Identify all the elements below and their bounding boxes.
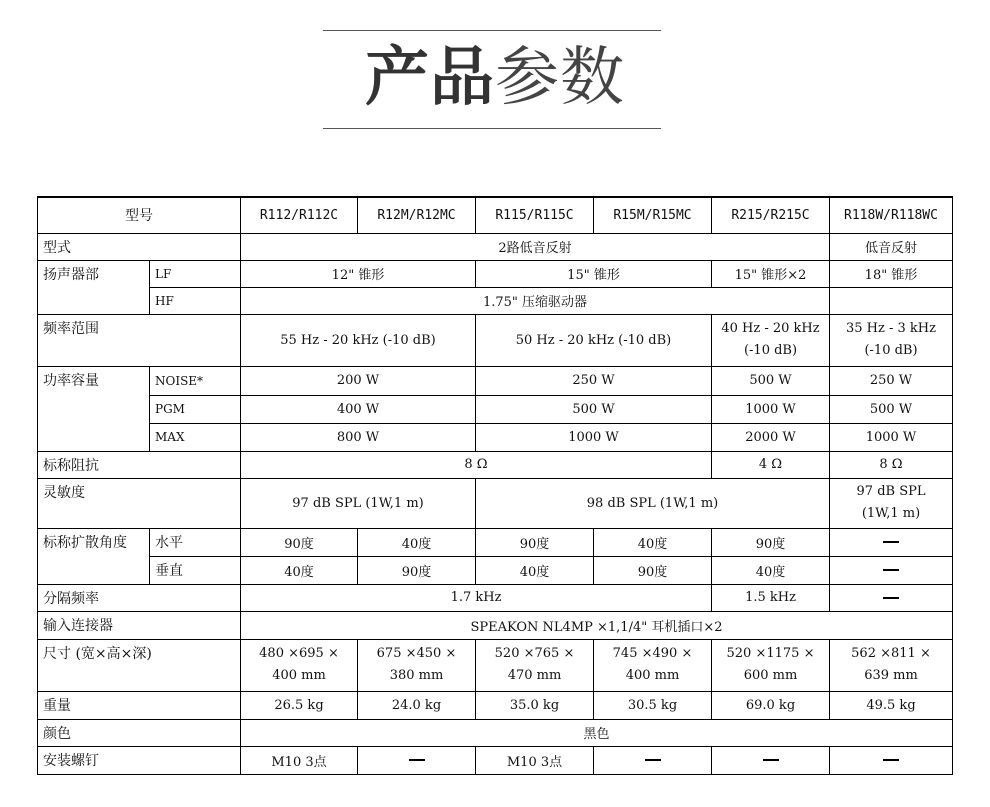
sub-label: LF (150, 260, 241, 287)
cell-value: 1.5 kHz (712, 584, 830, 611)
cell-value: 2路低音反射 (241, 233, 830, 260)
cell-value: 18" 锥形 (830, 260, 953, 287)
row-label: 扬声器部 (38, 260, 150, 314)
row-label: 频率范围 (38, 314, 241, 366)
cell-line: (-10 dB) (864, 343, 918, 358)
cell-value: 1000 W (712, 395, 830, 423)
cell-value (712, 314, 830, 366)
cell-value (712, 639, 830, 691)
cell-value: 97 dB SPL (1W,1 m) (241, 478, 476, 528)
header-label: 型号 (38, 197, 241, 233)
cell-value: 500 W (830, 395, 953, 423)
dash-mark (883, 759, 899, 761)
cell-value: 8 Ω (241, 451, 712, 478)
model-name: R15M/R15MC (594, 197, 712, 233)
row-type (38, 233, 953, 260)
cell-empty (830, 287, 953, 314)
row-speaker-hf (38, 287, 953, 314)
cell-value: 50 Hz - 20 kHz (-10 dB) (476, 314, 712, 366)
cell-value: 1000 W (476, 423, 712, 451)
cell-line: 400 mm (272, 668, 326, 683)
header-row (38, 197, 953, 233)
cell-value: 400 W (241, 395, 476, 423)
cell-value: SPEAKON NL4MP ×1,1/4" 耳机插口×2 (241, 611, 953, 639)
cell-value (830, 639, 953, 691)
cell-dash (358, 746, 476, 774)
cell-value: 12" 锥形 (241, 260, 476, 287)
cell-value: 35.0 kg (476, 691, 594, 719)
cell-value: 250 W (830, 366, 953, 395)
row-label: 安装螺钉 (38, 746, 241, 774)
cell-value: 2000 W (712, 423, 830, 451)
cell-value: 49.5 kg (830, 691, 953, 719)
cell-line: (-10 dB) (743, 343, 798, 358)
cell-line: 480 ×695 × (259, 646, 339, 661)
sub-label: PGM (150, 395, 241, 423)
sub-label: 水平 (150, 528, 241, 556)
model-name: R12M/R12MC (358, 197, 476, 233)
row-sensitivity (38, 478, 953, 528)
row-impedance (38, 451, 953, 478)
cell-value: 15" 锥形 (476, 260, 712, 287)
dash-mark (409, 759, 425, 761)
dash-mark (645, 759, 661, 761)
dash-mark (763, 759, 779, 761)
row-power-pgm (38, 395, 953, 423)
cell-value: 250 W (476, 366, 712, 395)
cell-value: 8 Ω (830, 451, 953, 478)
cell-line: 380 mm (389, 668, 444, 683)
cell-value: 90度 (476, 528, 594, 556)
cell-line: 520 ×1175 × (726, 646, 815, 661)
model-name: R112/R112C (241, 197, 358, 233)
dash-mark (883, 541, 899, 543)
cell-line: 40 Hz - 20 kHz (721, 321, 820, 336)
row-label: 型式 (38, 233, 241, 260)
spec-table (37, 196, 953, 775)
row-label: 尺寸 (宽×高×深) (38, 639, 241, 691)
row-speaker-lf (38, 260, 953, 287)
sub-label: NOISE* (150, 366, 241, 395)
row-label: 分隔频率 (38, 584, 241, 611)
dash-mark (883, 597, 899, 599)
cell-dash (830, 746, 953, 774)
row-label: 重量 (38, 691, 241, 719)
cell-value (594, 639, 712, 691)
cell-line: 639 mm (864, 668, 918, 683)
cell-value: 90度 (358, 556, 476, 584)
page-title (0, 38, 990, 118)
cell-line: 35 Hz - 3 kHz (846, 321, 936, 336)
cell-line: 562 ×811 × (851, 646, 931, 661)
row-dispersion-h (38, 528, 953, 556)
cell-value (830, 478, 953, 528)
row-color (38, 719, 953, 746)
row-size (38, 639, 953, 691)
cell-line: 400 mm (625, 668, 680, 683)
title-block (0, 0, 990, 160)
row-label: 标称扩散角度 (38, 528, 150, 584)
cell-line: 600 mm (743, 668, 798, 683)
cell-value: 40度 (358, 528, 476, 556)
row-label: 灵敏度 (38, 478, 241, 528)
row-power-noise (38, 366, 953, 395)
cell-value: 4 Ω (712, 451, 830, 478)
page-title-bold: 产品 (365, 41, 495, 115)
row-power-max (38, 423, 953, 451)
cell-value: 低音反射 (830, 233, 953, 260)
cell-dash (830, 556, 953, 584)
cell-value: 90度 (594, 556, 712, 584)
cell-value (476, 639, 594, 691)
cell-line: 675 ×450 × (376, 646, 457, 661)
cell-line: 745 ×490 × (612, 646, 693, 661)
cell-value: 90度 (712, 528, 830, 556)
sub-label: MAX (150, 423, 241, 451)
row-input (38, 611, 953, 639)
cell-dash (594, 746, 712, 774)
cell-value: 98 dB SPL (1W,1 m) (476, 478, 830, 528)
cell-value (830, 314, 953, 366)
cell-value: 40度 (476, 556, 594, 584)
cell-dash (830, 584, 953, 611)
page-title-light: 参数 (495, 41, 625, 115)
cell-value: 15" 锥形×2 (712, 260, 830, 287)
row-freq (38, 314, 953, 366)
cell-value: 800 W (241, 423, 476, 451)
title-bottom-rule (323, 128, 661, 129)
cell-value: 黑色 (241, 719, 953, 746)
model-name: R215/R215C (712, 197, 830, 233)
model-name: R118W/R118WC (830, 197, 953, 233)
cell-value (241, 639, 358, 691)
cell-line: 470 mm (507, 668, 562, 683)
cell-value: 40度 (594, 528, 712, 556)
cell-value: 500 W (476, 395, 712, 423)
cell-line: 520 ×765 × (494, 646, 575, 661)
row-weight (38, 691, 953, 719)
row-crossover (38, 584, 953, 611)
cell-value: 200 W (241, 366, 476, 395)
cell-dash (830, 528, 953, 556)
title-top-rule (323, 30, 661, 31)
sub-label: HF (150, 287, 241, 314)
cell-line: (1W,1 m) (861, 506, 921, 521)
cell-value: 24.0 kg (358, 691, 476, 719)
cell-value: 69.0 kg (712, 691, 830, 719)
row-label: 标称阻抗 (38, 451, 241, 478)
cell-value: 90度 (241, 528, 358, 556)
cell-value: 55 Hz - 20 kHz (-10 dB) (241, 314, 476, 366)
cell-value: 1.7 kHz (241, 584, 712, 611)
cell-value (358, 639, 476, 691)
cell-value: 1.75" 压缩驱动器 (241, 287, 830, 314)
cell-value: M10 3点 (476, 746, 594, 774)
cell-value: 1000 W (830, 423, 953, 451)
cell-value: 40度 (241, 556, 358, 584)
model-name: R115/R115C (476, 197, 594, 233)
row-label: 输入连接器 (38, 611, 241, 639)
row-screws (38, 746, 953, 774)
dash-mark (883, 569, 899, 571)
row-label: 颜色 (38, 719, 241, 746)
cell-value: 30.5 kg (594, 691, 712, 719)
cell-dash (712, 746, 830, 774)
sub-label: 垂直 (150, 556, 241, 584)
cell-value: 40度 (712, 556, 830, 584)
cell-line: 97 dB SPL (856, 484, 926, 499)
row-label: 功率容量 (38, 366, 150, 451)
cell-value: 500 W (712, 366, 830, 395)
cell-value: M10 3点 (241, 746, 358, 774)
row-dispersion-v (38, 556, 953, 584)
cell-value: 26.5 kg (241, 691, 358, 719)
